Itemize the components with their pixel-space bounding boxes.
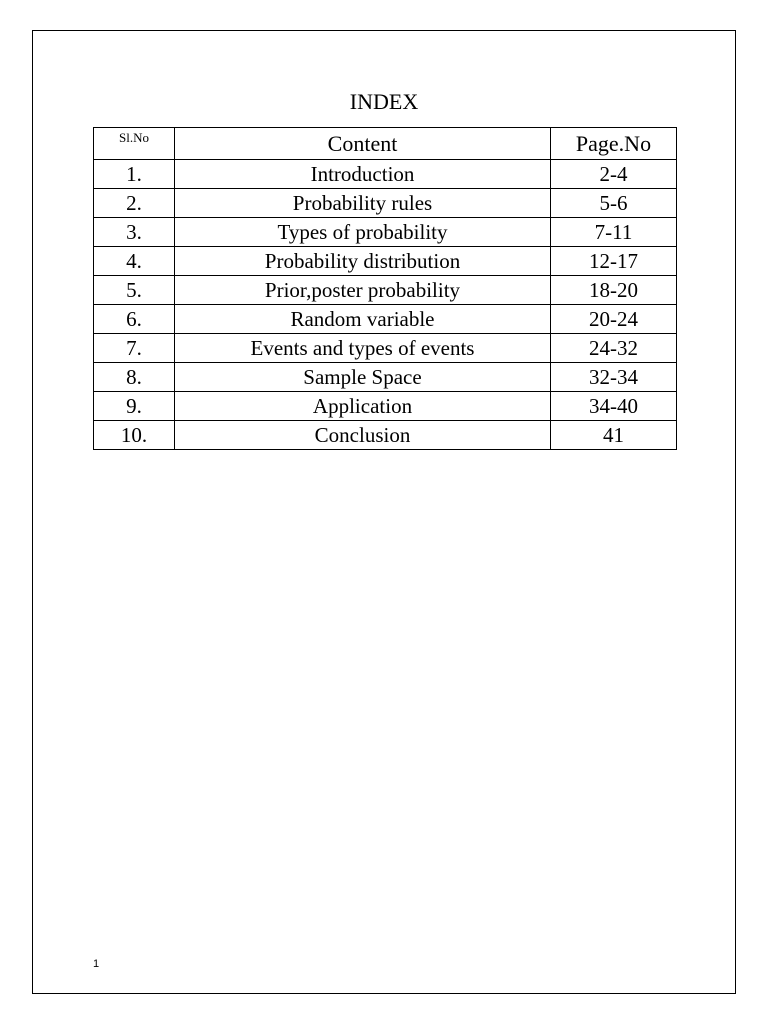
cell-content: Prior,poster probability [175,276,551,305]
cell-page-no: 24-32 [551,334,677,363]
cell-content: Application [175,392,551,421]
cell-content: Events and types of events [175,334,551,363]
table-row [94,276,677,305]
cell-content: Sample Space [175,363,551,392]
cell-page-no: 20-24 [551,305,677,334]
header-page-no: Page.No [551,128,677,160]
cell-page-no: 2-4 [551,160,677,189]
cell-sl-no: 5. [94,276,175,305]
cell-sl-no: 7. [94,334,175,363]
page-number: 1 [93,958,100,970]
cell-page-no: 41 [551,421,677,450]
cell-content: Probability rules [175,189,551,218]
table-row [94,160,677,189]
cell-page-no: 32-34 [551,363,677,392]
cell-sl-no: 9. [94,392,175,421]
cell-sl-no: 1. [94,160,175,189]
cell-page-no: 7-11 [551,218,677,247]
cell-page-no: 5-6 [551,189,677,218]
header-content: Content [175,128,551,160]
page-title: INDEX [349,89,419,114]
table-row [94,392,677,421]
cell-page-no: 18-20 [551,276,677,305]
table-row [94,247,677,276]
cell-content: Random variable [175,305,551,334]
cell-page-no: 12-17 [551,247,677,276]
table-row [94,334,677,363]
cell-sl-no: 3. [94,218,175,247]
cell-content: Conclusion [175,421,551,450]
table-row [94,421,677,450]
table-row [94,189,677,218]
cell-sl-no: 2. [94,189,175,218]
cell-sl-no: 8. [94,363,175,392]
table-row [94,363,677,392]
index-table [93,127,677,450]
table-row [94,305,677,334]
table-header-row [94,128,677,160]
table-row [94,218,677,247]
cell-sl-no: 4. [94,247,175,276]
cell-content: Introduction [175,160,551,189]
cell-page-no: 34-40 [551,392,677,421]
cell-content: Probability distribution [175,247,551,276]
header-sl-no: Sl.No [94,128,175,160]
cell-content: Types of probability [175,218,551,247]
cell-sl-no: 6. [94,305,175,334]
cell-sl-no: 10. [94,421,175,450]
